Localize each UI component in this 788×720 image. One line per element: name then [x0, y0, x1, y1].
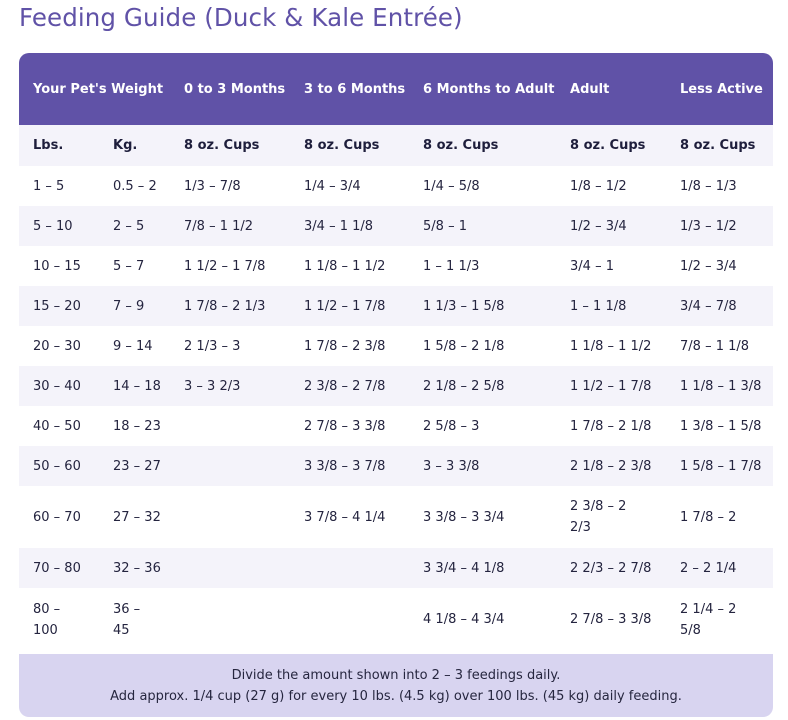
cell-6-months-to-adult: 1 – 1 1/3 [409, 246, 556, 286]
cell-kg: 0.5 – 2 [99, 166, 170, 206]
cell-3-to-6-months: 1 1/8 – 1 1/2 [290, 246, 409, 286]
cell-6-months-to-adult: 1 5/8 – 2 1/8 [409, 326, 556, 366]
cell-less-active: 1 5/8 – 1 7/8 [666, 446, 773, 486]
cell-adult: 1/2 – 3/4 [556, 206, 666, 246]
cell-0-to-3-months [170, 486, 290, 548]
cell-lbs: 50 – 60 [19, 446, 99, 486]
unit-lbs: Lbs. [19, 125, 99, 166]
cell-adult: 1 – 1 1/8 [556, 286, 666, 326]
cell-adult: 2 2/3 – 2 7/8 [556, 548, 666, 588]
unit-cups: 8 oz. Cups [290, 125, 409, 166]
cell-0-to-3-months: 1/3 – 7/8 [170, 166, 290, 206]
table-row [19, 166, 773, 206]
cell-3-to-6-months: 2 3/8 – 2 7/8 [290, 366, 409, 406]
cell-lbs: 30 – 40 [19, 366, 99, 406]
cell-lbs: 5 – 10 [19, 206, 99, 246]
unit-cups: 8 oz. Cups [556, 125, 666, 166]
cell-kg: 27 – 32 [99, 486, 170, 548]
cell-less-active: 3/4 – 7/8 [666, 286, 773, 326]
cell-3-to-6-months: 1 7/8 – 2 3/8 [290, 326, 409, 366]
feeding-table-card [19, 53, 773, 717]
cell-less-active: 2 1/4 – 2 5/8 [666, 588, 773, 651]
table-row [19, 588, 773, 651]
cell-3-to-6-months: 2 7/8 – 3 3/8 [290, 406, 409, 446]
feeding-table [19, 53, 773, 651]
feeding-note [19, 654, 773, 717]
cell-lbs: 10 – 15 [19, 246, 99, 286]
cell-0-to-3-months [170, 406, 290, 446]
unit-kg: Kg. [99, 125, 170, 166]
cell-kg: 7 – 9 [99, 286, 170, 326]
cell-0-to-3-months [170, 548, 290, 588]
cell-adult: 1/8 – 1/2 [556, 166, 666, 206]
cell-0-to-3-months: 1 7/8 – 2 1/3 [170, 286, 290, 326]
cell-0-to-3-months: 7/8 – 1 1/2 [170, 206, 290, 246]
table-row [19, 366, 773, 406]
header-0-to-3-months: 0 to 3 Months [170, 53, 290, 125]
table-row [19, 246, 773, 286]
cell-kg: 9 – 14 [99, 326, 170, 366]
cell-6-months-to-adult: 3 – 3 3/8 [409, 446, 556, 486]
cell-6-months-to-adult: 2 5/8 – 3 [409, 406, 556, 446]
cell-lbs: 70 – 80 [19, 548, 99, 588]
cell-6-months-to-adult: 1/4 – 5/8 [409, 166, 556, 206]
cell-3-to-6-months: 3 3/8 – 3 7/8 [290, 446, 409, 486]
cell-0-to-3-months [170, 446, 290, 486]
cell-less-active: 2 – 2 1/4 [666, 548, 773, 588]
cell-kg: 36 – 45 [99, 588, 170, 651]
feeding-note-line-1: Divide the amount shown into 2 – 3 feedings daily. [231, 667, 561, 683]
cell-kg: 23 – 27 [99, 446, 170, 486]
cell-kg: 14 – 18 [99, 366, 170, 406]
header-adult: Adult [556, 53, 666, 125]
table-row [19, 286, 773, 326]
cell-lbs: 80 – 100 [19, 588, 99, 651]
table-row [19, 486, 773, 548]
cell-0-to-3-months: 3 – 3 2/3 [170, 366, 290, 406]
cell-kg: 18 – 23 [99, 406, 170, 446]
cell-adult: 2 1/8 – 2 3/8 [556, 446, 666, 486]
cell-less-active: 1 7/8 – 2 [666, 486, 773, 548]
header-row [19, 53, 773, 125]
table-row [19, 446, 773, 486]
cell-adult: 1 1/8 – 1 1/2 [556, 326, 666, 366]
table-row [19, 206, 773, 246]
cell-lbs: 1 – 5 [19, 166, 99, 206]
cell-less-active: 1/8 – 1/3 [666, 166, 773, 206]
table-row [19, 406, 773, 446]
header-less-active: Less Active [666, 53, 773, 125]
cell-adult: 1 7/8 – 2 1/8 [556, 406, 666, 446]
cell-adult: 3/4 – 1 [556, 246, 666, 286]
cell-less-active: 1/3 – 1/2 [666, 206, 773, 246]
cell-6-months-to-adult: 2 1/8 – 2 5/8 [409, 366, 556, 406]
cell-0-to-3-months: 2 1/3 – 3 [170, 326, 290, 366]
cell-3-to-6-months: 1 1/2 – 1 7/8 [290, 286, 409, 326]
cell-lbs: 40 – 50 [19, 406, 99, 446]
table-row [19, 326, 773, 366]
cell-less-active: 1 3/8 – 1 5/8 [666, 406, 773, 446]
cell-0-to-3-months [170, 588, 290, 651]
unit-cups: 8 oz. Cups [666, 125, 773, 166]
cell-6-months-to-adult: 3 3/4 – 4 1/8 [409, 548, 556, 588]
header-3-to-6-months: 3 to 6 Months [290, 53, 409, 125]
unit-cups: 8 oz. Cups [170, 125, 290, 166]
units-row [19, 125, 773, 166]
cell-6-months-to-adult: 3 3/8 – 3 3/4 [409, 486, 556, 548]
cell-less-active: 1 1/8 – 1 3/8 [666, 366, 773, 406]
table-row [19, 548, 773, 588]
cell-3-to-6-months: 3 7/8 – 4 1/4 [290, 486, 409, 548]
cell-6-months-to-adult: 5/8 – 1 [409, 206, 556, 246]
cell-kg: 32 – 36 [99, 548, 170, 588]
page-title: Feeding Guide (Duck & Kale Entrée) [19, 3, 463, 32]
cell-less-active: 1/2 – 3/4 [666, 246, 773, 286]
cell-0-to-3-months: 1 1/2 – 1 7/8 [170, 246, 290, 286]
cell-less-active: 7/8 – 1 1/8 [666, 326, 773, 366]
cell-adult: 1 1/2 – 1 7/8 [556, 366, 666, 406]
cell-kg: 5 – 7 [99, 246, 170, 286]
header-6-months-to-adult: 6 Months to Adult [409, 53, 556, 125]
cell-6-months-to-adult: 4 1/8 – 4 3/4 [409, 588, 556, 651]
cell-3-to-6-months [290, 548, 409, 588]
header-pet-weight: Your Pet's Weight [19, 53, 170, 125]
cell-kg: 2 – 5 [99, 206, 170, 246]
cell-6-months-to-adult: 1 1/3 – 1 5/8 [409, 286, 556, 326]
feeding-note-line-2: Add approx. 1/4 cup (27 g) for every 10 lbs. (4.5 kg) over 100 lbs. (45 kg) daily feeding. [110, 688, 682, 704]
cell-lbs: 60 – 70 [19, 486, 99, 548]
cell-adult: 2 3/8 – 2 2/3 [556, 486, 666, 548]
cell-adult: 2 7/8 – 3 3/8 [556, 588, 666, 651]
table-body [19, 125, 773, 651]
cell-lbs: 20 – 30 [19, 326, 99, 366]
cell-3-to-6-months [290, 588, 409, 651]
unit-cups: 8 oz. Cups [409, 125, 556, 166]
cell-3-to-6-months: 3/4 – 1 1/8 [290, 206, 409, 246]
table-header [19, 53, 773, 125]
cell-lbs: 15 – 20 [19, 286, 99, 326]
cell-3-to-6-months: 1/4 – 3/4 [290, 166, 409, 206]
